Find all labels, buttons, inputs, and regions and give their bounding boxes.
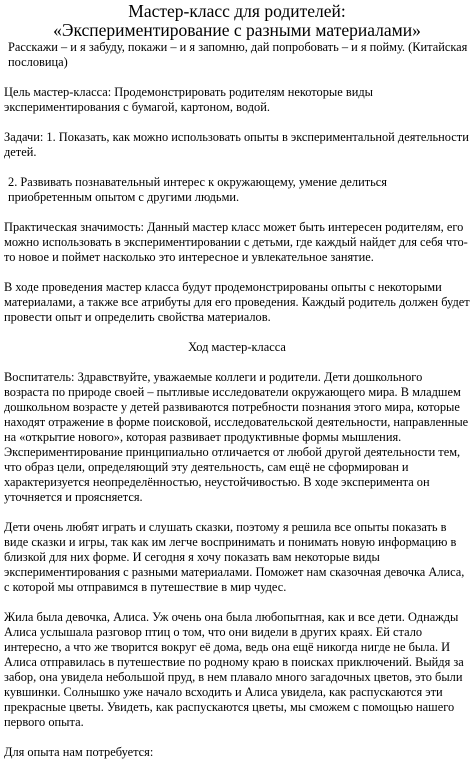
section-title: Ход мастер-класса bbox=[188, 340, 286, 354]
spacer bbox=[4, 70, 470, 85]
spacer bbox=[4, 325, 470, 340]
alice-paragraph: Жила была девочка, Алиса. Уж очень она была любопытная, как и все дети. Однажды Алиса услышала разговор птиц о том, что они видели в других краях. Ей стало интересно, а что же творится вокруг её дома, ведь она ещё никогда нигде не была. И Алиса отправилась в путешествие по родному краю в поисках приключений. Выйдя за забор, она увидела небольшой пруд, в нем плавало много загадочных цветов, это были кувшинки. Солнышко уже начало всходить и Алиса увидела, как распускаются эти прекрасные цветы. Увидеть, как распускаются цветы, мы сможем с помощью нашего первого опыта. bbox=[4, 610, 464, 729]
document-title-line-1: Мастер-класс для родителей: bbox=[128, 1, 346, 21]
educator-paragraph: Воспитатель: Здравствуйте, уважаемые коллеги и родители. Дети дошкольного возраста по природе своей – пытливые исследователи окружающего мира. В младшем дошкольном возрасте у детей развиваются потребности познания этого мира, которые находят отражение в форме поисковой, исследовательской деятельности, направленные на «открытие нового», которая развивает продуктивные формы мышления. Экспериментирование принципиально отличается от любой другой деятельности тем, что образ цели, определяющий эту деятельность, сам ещё не сформирован и характеризуется неопределённостью, неустойчивостью. В ходе эксперимента он уточняется и проясняется. bbox=[4, 370, 469, 504]
materials-needed-paragraph: Для опыта нам потребуется: bbox=[4, 745, 154, 759]
task-2-paragraph: 2. Развивать познавательный интерес к окружающему, умение делиться приобретенным опытом с другими людьми. bbox=[8, 175, 387, 204]
epigraph: Расскажи – и я забуду, покажи – и я запомню, дай попробовать – и я пойму. (Китайская пословица) bbox=[8, 40, 468, 69]
task-1-paragraph: Задачи: 1. Показать, как можно использовать опыты в экспериментальной деятельности детей. bbox=[4, 130, 469, 159]
goal-paragraph: Цель мастер-класса: Продемонстрировать родителям некоторые виды экспериментирования с бумагой, картоном, водой. bbox=[4, 85, 373, 114]
fairy-tales-paragraph: Дети очень любят играть и слушать сказки, поэтому я решила все опыты показать в виде сказки и игры, так как им легче воспринимать и понимать новую информацию в близкой для них форме. И сегодня я хочу показать вам некоторые виды экспериментирования с разными материалами. Поможет нам сказочная девочка Алиса, с которой мы отправимся в путешествие в мир чудес. bbox=[4, 520, 465, 594]
plan-paragraph: В ходе проведения мастер класса будут продемонстрированы опыты с некоторыми материалами, а также все атрибуты для его проведения. Каждый родитель должен будет провести опыт и определить свойства материалов. bbox=[4, 280, 470, 324]
spacer bbox=[4, 505, 470, 520]
spacer bbox=[4, 265, 470, 280]
spacer bbox=[4, 355, 470, 370]
document-title-line-2: «Экспериментирование с разными материалами» bbox=[53, 20, 421, 40]
significance-paragraph: Практическая значимость: Данный мастер класс может быть интересен родителям, его можно использовать в экспериментировании с детьми, где каждый найдет для себя что-то новое и поймет насколько это интересное и увлекательное занятие. bbox=[4, 220, 468, 264]
spacer bbox=[4, 595, 470, 610]
spacer bbox=[4, 115, 470, 130]
spacer bbox=[4, 205, 470, 220]
spacer bbox=[4, 730, 470, 745]
spacer bbox=[4, 160, 470, 175]
